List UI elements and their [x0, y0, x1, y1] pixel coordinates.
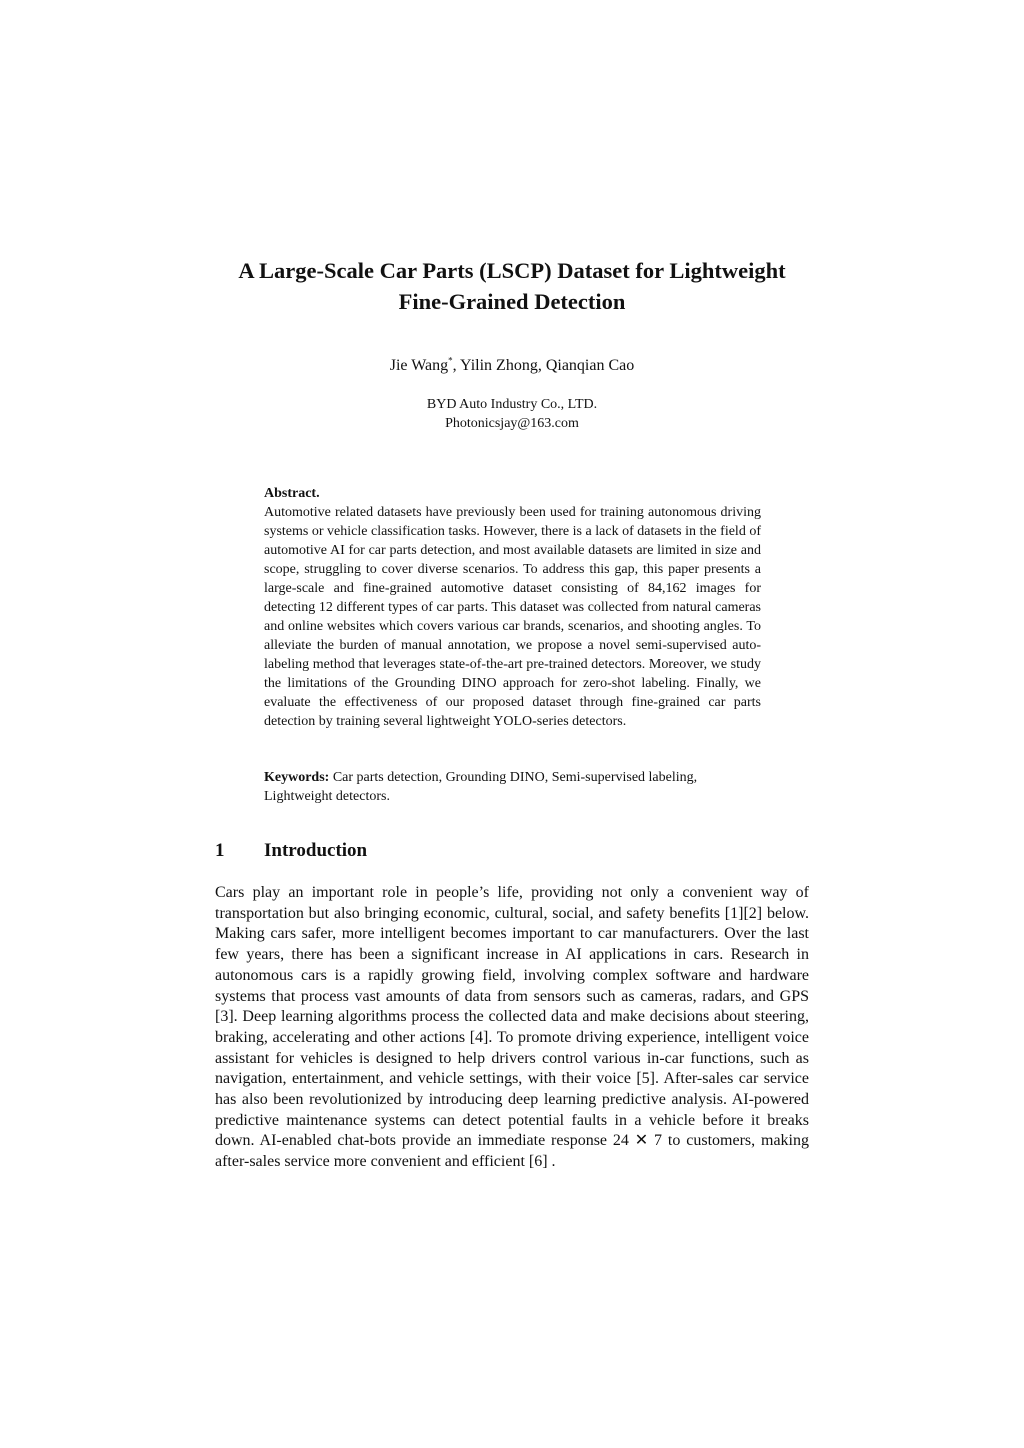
paper-title-line-1: A Large-Scale Car Parts (LSCP) Dataset for Lightweight: [238, 258, 786, 283]
paper-title-line-2: Fine-Grained Detection: [398, 289, 626, 314]
author-list: [150, 356, 874, 376]
author-first: Jie Wang: [389, 357, 449, 374]
authors-rest: , Yilin Zhong, Qianqian Cao: [452, 357, 635, 374]
paper-title: [150, 255, 874, 317]
keywords: [264, 768, 761, 806]
contact-email: Photonicsjay@163.com: [445, 416, 579, 431]
section-heading-introduction: [215, 838, 815, 864]
affiliation: BYD Auto Industry Co., LTD.: [426, 397, 598, 412]
abstract: [264, 484, 761, 731]
section-title: Introduction: [264, 840, 368, 861]
abstract-text: Automotive related datasets have previously been used for training autonomous driving systems or vehicle classification tasks. However, there is a lack of datasets in the field of automotive AI for car parts detection, and most available datasets are limited in size and scope, struggling to cover diverse scenarios. To address this gap, this paper presents a large-scale and fine-grained automotive dataset consisting of 84,162 images for detecting 12 different types of car parts. This dataset was collected from natural cameras and online websites which covers various car brands, scenarios, and shooting angles. To alleviate the burden of manual annotation, we propose a novel semi-supervised auto-labeling method that leverages state-of-the-art pre-trained detectors. Moreover, we study the limitations of the Grounding DINO approach for zero-shot labeling. Finally, we evaluate the effectiveness of our proposed dataset through fine-grained car parts detection by training several lightweight YOLO-series detectors.: [264, 505, 761, 729]
corresponding-author-mark: *: [448, 355, 453, 366]
keywords-text: Car parts detection, Grounding DINO, Semi-supervised labeling, Lightweight detectors.: [264, 770, 698, 804]
section-number: 1: [215, 840, 225, 861]
abstract-label: Abstract.: [264, 486, 320, 501]
keywords-label: Keywords:: [264, 770, 330, 785]
introduction-paragraph: Cars play an important role in people’s life, providing not only a convenient way of transportation but also bringing economic, cultural, social, and safety benefits [1][2] below. Making cars safer, more intelligent becomes important to car manufacturers. Over the last few years, there has been a significant increase in AI applications in cars. Research in autonomous cars is a rapidly growing field, involving complex software and hardware systems that process vast amounts of data from sensors such as cameras, radars, and GPS [3]. Deep learning algorithms process the collected data and make decisions about steering, braking, accelerating and other actions [4]. To promote driving experience, intelligent voice assistant for vehicles is designed to help drivers control various in-car functions, such as navigation, entertainment, and vehicle settings, with their voice [5]. After-sales car service has also been revolutionized by introducing deep learning predictive analysis. AI-powered predictive maintenance systems can detect potential faults in a vehicle before it breaks down. AI-enabled chat-bots provide an immediate response 24 ✕ 7 to customers, making after-sales service more convenient and efficient [6] .: [215, 884, 809, 1171]
affiliation-block: [150, 395, 874, 433]
